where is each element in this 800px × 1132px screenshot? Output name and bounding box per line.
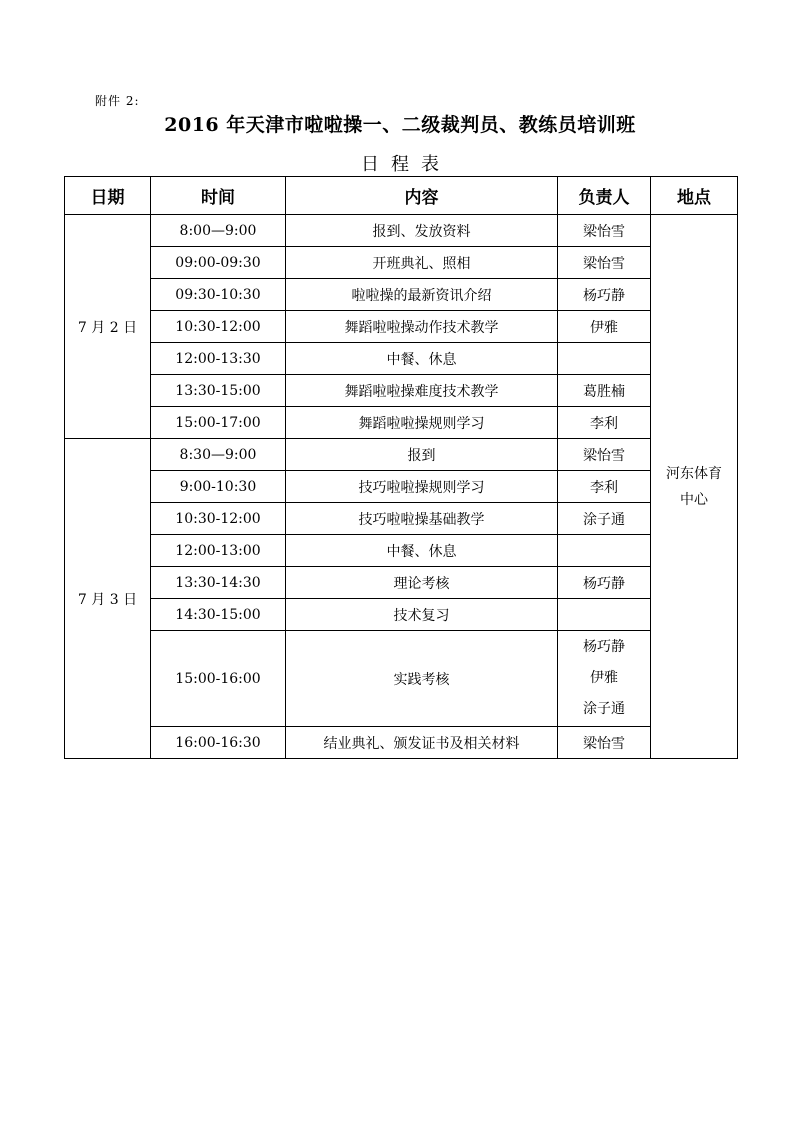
- table-row: [65, 727, 738, 759]
- venue-cell: [651, 215, 738, 759]
- schedule-subtitle: 日程表: [361, 154, 451, 175]
- venue-line: 河东体育: [666, 465, 722, 482]
- time-cell: 14:30-15:00: [151, 599, 286, 631]
- person-cell: [558, 599, 651, 631]
- time-cell: 12:00-13:00: [151, 535, 286, 567]
- table-row: [65, 567, 738, 599]
- person-cell: [558, 631, 651, 727]
- time-cell: 15:00-16:00: [151, 631, 286, 727]
- person-cell: 杨巧静: [558, 567, 651, 599]
- content-cell: 中餐、休息: [286, 343, 558, 375]
- table-row: [65, 503, 738, 535]
- person-name: 伊雅: [590, 670, 618, 686]
- person-cell: 梁怡雪: [558, 439, 651, 471]
- content-cell: 技巧啦啦操基础教学: [286, 503, 558, 535]
- person-cell: [558, 535, 651, 567]
- day-date: 7 月 2 日: [65, 215, 151, 439]
- person-cell: 葛胜楠: [558, 375, 651, 407]
- table-row: [65, 407, 738, 439]
- person-cell: 杨巧静: [558, 279, 651, 311]
- table-row: [65, 247, 738, 279]
- time-cell: 10:30-12:00: [151, 503, 286, 535]
- table-row: [65, 631, 738, 727]
- content-cell: 舞蹈啦啦操难度技术教学: [286, 375, 558, 407]
- person-cell: [558, 343, 651, 375]
- person-cell: 李利: [558, 471, 651, 503]
- time-cell: 09:30-10:30: [151, 279, 286, 311]
- time-cell: 8:30—9:00: [151, 439, 286, 471]
- person-cell: 梁怡雪: [558, 215, 651, 247]
- person-name: 杨巧静: [583, 639, 625, 655]
- content-cell: 技术复习: [286, 599, 558, 631]
- content-cell: 开班典礼、照相: [286, 247, 558, 279]
- day-date: 7 月 3 日: [65, 439, 151, 759]
- content-cell: 舞蹈啦啦操规则学习: [286, 407, 558, 439]
- header-date: 日期: [65, 177, 151, 215]
- person-cell: 涂子通: [558, 503, 651, 535]
- content-cell: 舞蹈啦啦操动作技术教学: [286, 311, 558, 343]
- time-cell: 13:30-15:00: [151, 375, 286, 407]
- person-cell: 李利: [558, 407, 651, 439]
- header-content: 内容: [286, 177, 558, 215]
- header-time: 时间: [151, 177, 286, 215]
- table-row: [65, 471, 738, 503]
- time-cell: 8:00—9:00: [151, 215, 286, 247]
- time-cell: 13:30-14:30: [151, 567, 286, 599]
- person-name: 涂子通: [583, 701, 625, 717]
- venue-line: 中心: [680, 491, 708, 508]
- content-cell: 报到: [286, 439, 558, 471]
- table-row: [65, 311, 738, 343]
- table-row: [65, 535, 738, 567]
- content-cell: 报到、发放资料: [286, 215, 558, 247]
- time-cell: 09:00-09:30: [151, 247, 286, 279]
- header-location: 地点: [651, 177, 738, 215]
- content-cell: 结业典礼、颁发证书及相关材料: [286, 727, 558, 759]
- person-cell: 梁怡雪: [558, 727, 651, 759]
- table-row: [65, 279, 738, 311]
- schedule-table: [64, 176, 738, 759]
- table-row: [65, 439, 738, 471]
- content-cell: 啦啦操的最新资讯介绍: [286, 279, 558, 311]
- time-cell: 12:00-13:30: [151, 343, 286, 375]
- table-row: [65, 343, 738, 375]
- content-cell: 技巧啦啦操规则学习: [286, 471, 558, 503]
- document-title: 2016 年天津市啦啦操一、二级裁判员、教练员培训班: [164, 114, 636, 136]
- content-cell: 中餐、休息: [286, 535, 558, 567]
- header-row: [65, 177, 738, 215]
- content-cell: 实践考核: [286, 631, 558, 727]
- attachment-label: 附件 2:: [95, 94, 140, 108]
- content-cell: 理论考核: [286, 567, 558, 599]
- table-row: [65, 215, 738, 247]
- header-person: 负责人: [558, 177, 651, 215]
- time-cell: 10:30-12:00: [151, 311, 286, 343]
- time-cell: 9:00-10:30: [151, 471, 286, 503]
- table-row: [65, 375, 738, 407]
- person-cell: 梁怡雪: [558, 247, 651, 279]
- time-cell: 16:00-16:30: [151, 727, 286, 759]
- time-cell: 15:00-17:00: [151, 407, 286, 439]
- table-row: [65, 599, 738, 631]
- person-cell: 伊雅: [558, 311, 651, 343]
